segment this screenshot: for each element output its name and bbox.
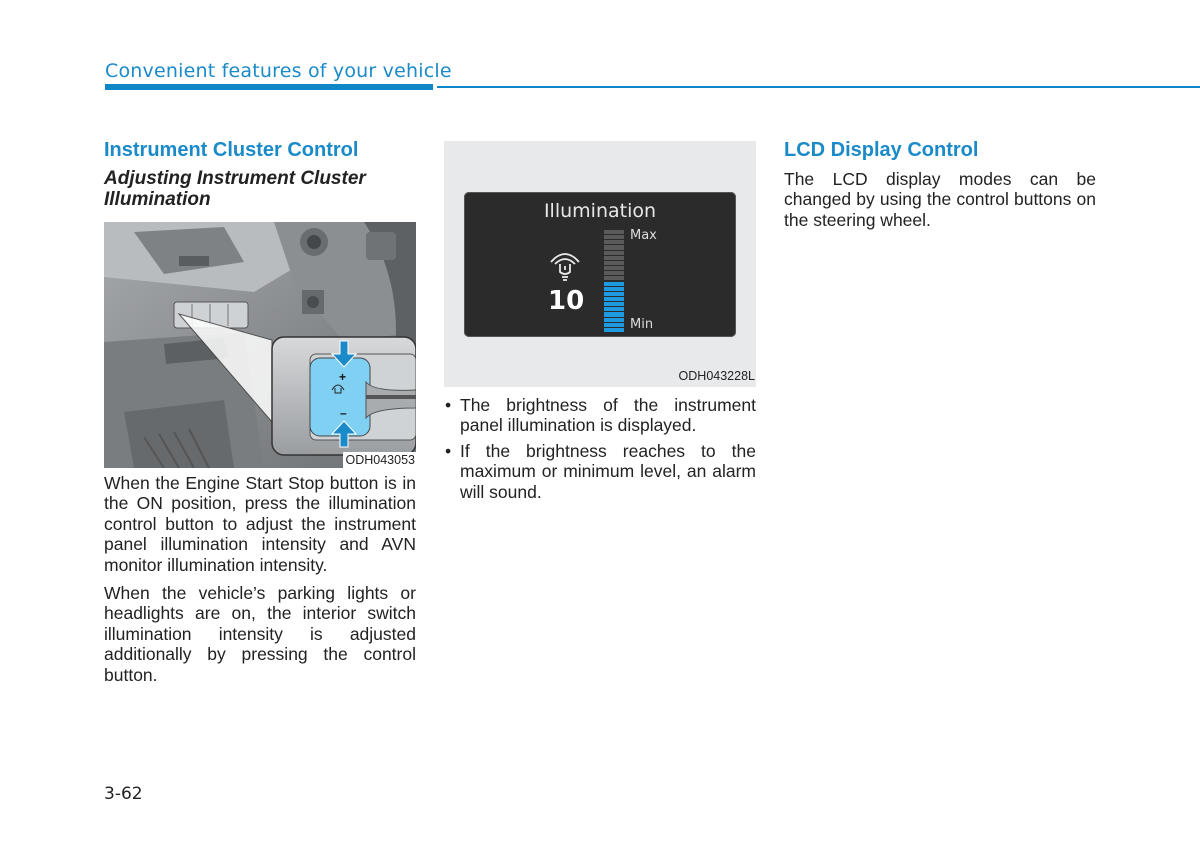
level-segment (604, 235, 624, 239)
level-segment (604, 328, 624, 332)
dashboard-switch-photo (104, 222, 416, 468)
minus-label: – (340, 406, 347, 420)
lcd-title: Illumination (543, 200, 657, 222)
level-segment (604, 230, 624, 234)
header-rule-thin (437, 86, 1200, 88)
middle-column (444, 141, 756, 507)
level-segment (604, 302, 624, 306)
level-segment (604, 292, 624, 296)
lcd-display-panel (464, 192, 736, 337)
level-segment (604, 261, 624, 265)
level-segment (604, 256, 624, 260)
level-segment (604, 276, 624, 280)
bullet-brightness-displayed: • The brightness of the instrument panel illumination is displayed. (444, 395, 756, 436)
paragraph-lcd-modes: The LCD display modes can be changed by using the control buttons on the steering wheel. (784, 169, 1096, 230)
lcd-illumination-figure (444, 141, 756, 387)
level-segment (604, 318, 624, 322)
illumination-notes (444, 395, 756, 502)
left-column (104, 138, 416, 685)
section-title-lcd-display: LCD Display Control (784, 139, 979, 161)
level-segment (604, 251, 624, 255)
figure-caption-odh043228l: ODH043228L (678, 369, 755, 383)
illumination-value: 10 (548, 286, 585, 316)
min-label: Min (630, 317, 654, 332)
right-column (784, 138, 1096, 230)
paragraph-parking-lights: When the vehicle’s parking lights or headlights are on, the interior switch illumination intensity is adjusted additionally by pressing the control button. (104, 583, 416, 685)
level-segment (604, 282, 624, 286)
subsection-title-illumination: Adjusting Instrument Cluster Illumination (104, 168, 366, 210)
bullet-alarm: • If the brightness reaches to the maximum or minimum level, an alarm will sound. (444, 441, 756, 502)
section-title-instrument-cluster: Instrument Cluster Control (104, 139, 359, 161)
level-segment (604, 271, 624, 275)
level-segment (604, 323, 624, 327)
level-segment (604, 312, 624, 316)
page-number: 3-62 (104, 784, 143, 804)
level-segment (604, 245, 624, 249)
level-segment (604, 266, 624, 270)
max-label: Max (630, 228, 657, 243)
figure-caption-odh043053: ODH043053 (343, 452, 417, 468)
running-header: Convenient features of your vehicle (105, 60, 452, 82)
level-segment (604, 287, 624, 291)
level-segment (604, 307, 624, 311)
level-segment (604, 240, 624, 244)
illumination-icon (547, 248, 583, 284)
level-segment (604, 297, 624, 301)
header-rule-thick (105, 84, 433, 90)
illumination-level-bar (604, 229, 624, 332)
dashboard-illustration (104, 222, 416, 468)
paragraph-engine-start: When the Engine Start Stop button is in the ON position, press the illumination control button to adjust the instrument panel illumination intensity and AVN monitor illumination intensity. (104, 473, 416, 575)
plus-label: + (339, 370, 347, 384)
